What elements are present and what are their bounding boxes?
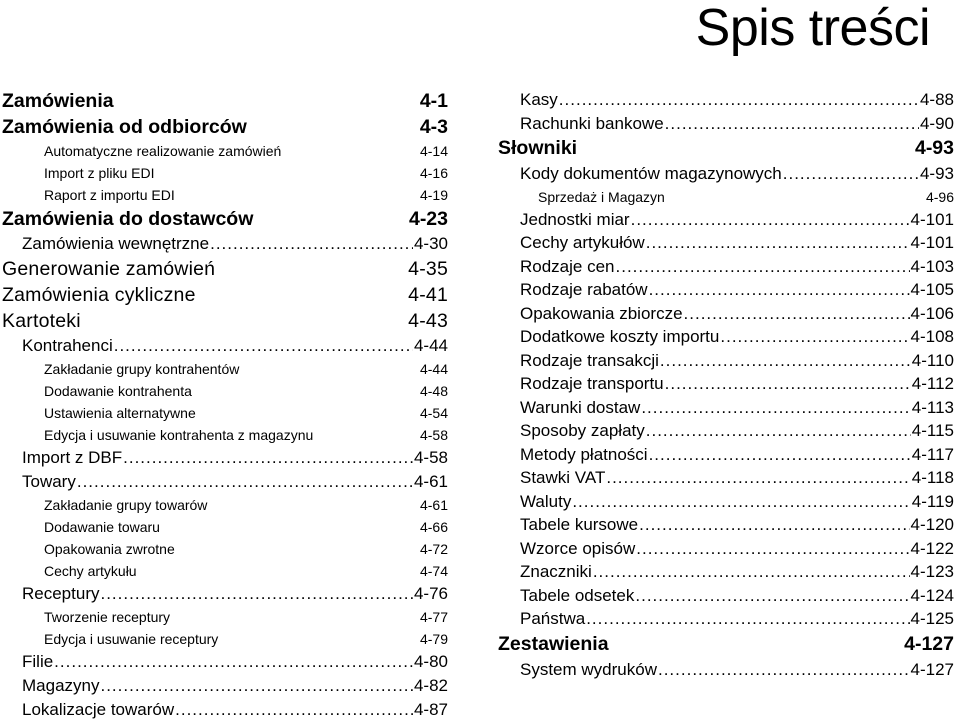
toc-entry-kody-dokumentow-magazynowych[interactable]: [498, 162, 954, 186]
dot-leader: [720, 325, 909, 349]
toc-entry-sprzedaz-i-magazyn[interactable]: [498, 186, 954, 208]
toc-entry-opakowania-zbiorcze[interactable]: [498, 302, 954, 326]
toc-entry-edycja-i-usuwanie-kontrahenta-z-magazynu[interactable]: [2, 424, 448, 446]
toc-entry-title: Lokalizacje towarów: [22, 700, 175, 719]
toc-page-number: 4-58: [419, 427, 448, 443]
toc-entry-zakladanie-grupy-towarow[interactable]: [2, 494, 448, 516]
toc-entry-system-wydrukow[interactable]: [498, 658, 954, 682]
toc-page-number: 4-101: [910, 209, 954, 229]
toc-entry-zamowienia-cykliczne[interactable]: [2, 282, 448, 308]
toc-entry-title: Dodatkowe koszty importu: [520, 327, 720, 346]
toc-page-number: 4-113: [911, 397, 954, 417]
toc-page-number: 4-93: [919, 164, 954, 183]
toc-page-number: 4-87: [413, 700, 448, 719]
toc-page-number: 4-105: [910, 280, 954, 299]
toc-page-number: 4-122: [910, 538, 954, 558]
toc-entry-ustawienia-alternatywne[interactable]: [2, 402, 448, 424]
toc-entry-rodzaje-cen[interactable]: [498, 255, 954, 279]
toc-page-number: 4-117: [911, 444, 954, 464]
toc-entry-znaczniki[interactable]: [498, 560, 954, 584]
toc-page-number: 4-1: [419, 90, 448, 112]
toc-entry-title: Kody dokumentów magazynowych: [520, 164, 782, 183]
dot-leader: [646, 419, 911, 443]
toc-entry-title: Zamówienia: [2, 90, 114, 112]
toc-entry-title: Rodzaje rabatów: [520, 280, 648, 299]
toc-page-number: 4-124: [910, 585, 954, 605]
dot-leader: [649, 443, 911, 467]
toc-page-number: 4-44: [419, 361, 448, 377]
toc-entry-title: Generowanie zamówień: [2, 258, 216, 280]
dot-leader: [586, 607, 909, 631]
toc-page-number: 4-127: [910, 659, 954, 679]
toc-entry-filie[interactable]: [2, 650, 448, 674]
dot-leader: [175, 698, 413, 722]
toc-page-number: 4-43: [408, 310, 448, 332]
toc-page-number: 4-61: [413, 472, 448, 491]
toc-entry-title: Waluty: [520, 491, 572, 511]
dot-leader: [665, 112, 919, 136]
toc-entry-title: Receptury: [22, 584, 100, 603]
toc-entry-title: Filie: [22, 652, 54, 671]
toc-entry-title: Wzorce opisów: [520, 538, 636, 558]
toc-page-number: 4-90: [919, 113, 954, 133]
dot-leader: [641, 396, 910, 420]
toc-entry-dodawanie-towaru[interactable]: [2, 516, 448, 538]
dot-leader: [684, 302, 910, 326]
toc-entry-title: Raport z importu EDI: [44, 187, 175, 203]
toc-entry-title: Sprzedaż i Magazyn: [538, 188, 665, 205]
toc-page-number: 4-72: [419, 541, 448, 557]
toc-entry-title: Tabele kursowe: [520, 515, 639, 534]
toc-entry-magazyny[interactable]: [2, 674, 448, 698]
toc-entry-generowanie-zamowien[interactable]: [2, 256, 448, 282]
toc-entry-title: Dodawanie kontrahenta: [44, 383, 192, 399]
toc-entry-wzorce-opisow[interactable]: [498, 537, 954, 561]
toc-page-number: 4-112: [911, 374, 954, 393]
toc-page-number: 4-74: [419, 563, 448, 579]
toc-page-number: 4-103: [910, 256, 954, 276]
toc-entry-waluty[interactable]: [498, 490, 954, 514]
dot-leader: [665, 372, 911, 396]
toc-entry-title: Zamówienia cykliczne: [2, 284, 196, 306]
toc-entry-title: Zamówienia od odbiorców: [2, 116, 247, 138]
toc-entry-dodawanie-kontrahenta[interactable]: [2, 380, 448, 402]
dot-leader: [658, 658, 910, 682]
toc-page-number: 4-23: [408, 208, 448, 230]
toc-left-column: [2, 88, 448, 722]
page-title: Spis treści: [695, 0, 930, 57]
toc-page-number: 4-115: [911, 421, 954, 440]
toc-page-number: 4-110: [911, 350, 954, 370]
dot-leader: [210, 232, 413, 256]
toc-entry-sposoby-zaplaty[interactable]: [498, 419, 954, 443]
toc-page-number: 4-82: [413, 676, 448, 695]
toc-entry-zamowienia-wewnetrzne[interactable]: [2, 232, 448, 256]
toc-entry-dodatkowe-koszty-importu[interactable]: [498, 325, 954, 349]
toc-entry-cechy-artykulu[interactable]: [2, 560, 448, 582]
dot-leader: [616, 255, 910, 279]
toc-entry-title: Zakładanie grupy kontrahentów: [44, 361, 240, 377]
toc-page-number: 4-127: [904, 632, 954, 655]
toc-entry-title: Rachunki bankowe: [520, 113, 664, 133]
toc-entry-title: Zestawienia: [498, 632, 609, 655]
toc-page-number: 4-79: [419, 631, 448, 647]
toc-entry-title: Cechy artykułu: [44, 563, 137, 579]
toc-entry-title: Znaczniki: [520, 562, 592, 581]
toc-entry-opakowania-zwrotne[interactable]: [2, 538, 448, 560]
dot-leader: [660, 349, 911, 373]
toc-entry-warunki-dostaw[interactable]: [498, 396, 954, 420]
toc-entry-zamowienia-do-dostawcow[interactable]: [2, 206, 448, 232]
dot-leader: [646, 231, 910, 255]
toc-entry-title: Dodawanie towaru: [44, 519, 160, 535]
toc-page-number: 4-88: [919, 90, 954, 109]
toc-entry-title: Sposoby zapłaty: [520, 421, 645, 440]
toc-page-number: 4-61: [419, 497, 448, 513]
toc-page-number: 4-3: [419, 116, 448, 138]
toc-entry-kartoteki[interactable]: [2, 308, 448, 334]
dot-leader: [631, 208, 910, 232]
toc-entry-title: Państwa: [520, 609, 586, 628]
toc-entry-title: Jednostki miar: [520, 209, 630, 229]
toc-entry-automatyczne-realizowanie-zamowien[interactable]: [2, 140, 448, 162]
toc-entry-tabele-kursowe[interactable]: [498, 513, 954, 537]
toc-page-number: 4-66: [419, 519, 448, 535]
toc-entry-title: Zakładanie grupy towarów: [44, 497, 208, 513]
toc-entry-title: Automatyczne realizowanie zamówień: [44, 143, 282, 159]
toc-page-number: 4-16: [419, 165, 448, 181]
toc-entry-receptury[interactable]: [2, 582, 448, 606]
toc-entry-zestawienia[interactable]: [498, 631, 954, 658]
toc-entry-title: Towary: [22, 472, 76, 491]
toc-entry-import-z-dbf[interactable]: [2, 446, 448, 470]
toc-page-number: 4-48: [419, 383, 448, 399]
dot-leader: [123, 446, 413, 470]
toc-entry-title: Kontrahenci: [22, 336, 113, 355]
toc-entry-title: Import z pliku EDI: [44, 165, 155, 181]
toc-entry-import-z-pliku-edi[interactable]: [2, 162, 448, 184]
toc-entry-title: Zamówienia wewnętrzne: [22, 234, 210, 253]
toc-page-number: 4-41: [408, 284, 448, 306]
dot-leader: [649, 278, 910, 302]
toc-page-number: 4-58: [413, 448, 448, 467]
toc-entry-towary[interactable]: [2, 470, 448, 494]
toc-entry-title: Stawki VAT: [520, 468, 606, 487]
toc-entry-title: Rodzaje transportu: [520, 374, 664, 393]
toc-entry-zakladanie-grupy-kontrahentow[interactable]: [2, 358, 448, 380]
toc-page-number: 4-54: [419, 405, 448, 421]
toc-page-number: 4-76: [413, 584, 448, 603]
toc-entry-title: Edycja i usuwanie kontrahenta z magazynu: [44, 427, 314, 443]
dot-leader: [606, 466, 910, 490]
toc-page-number: 4-106: [910, 303, 954, 323]
toc-entry-rodzaje-transportu[interactable]: [498, 372, 954, 396]
toc-entry-title: Kartoteki: [2, 310, 81, 332]
toc-page-number: 4-118: [911, 468, 954, 487]
dot-leader: [572, 490, 910, 514]
toc-entry-title: Opakowania zbiorcze: [520, 303, 683, 323]
toc-page-number: 4-77: [419, 609, 448, 625]
toc-entry-metody-platnosci[interactable]: [498, 443, 954, 467]
toc-entry-slowniki[interactable]: [498, 135, 954, 162]
toc-entry-title: Magazyny: [22, 676, 100, 695]
toc-page-number: 4-101: [910, 233, 954, 252]
toc-page-number: 4-35: [408, 258, 448, 280]
dot-leader: [639, 513, 909, 537]
toc-entry-title: Zamówienia do dostawców: [2, 208, 254, 230]
toc-entry-rodzaje-rabatow[interactable]: [498, 278, 954, 302]
dot-leader: [114, 334, 413, 358]
toc-entry-title: Kasy: [520, 90, 558, 109]
toc-page-number: 4-123: [910, 562, 954, 581]
toc-entry-edycja-i-usuwanie-receptury[interactable]: [2, 628, 448, 650]
toc-entry-zamowienia-od-odbiorcow[interactable]: [2, 114, 448, 140]
toc-page-number: 4-93: [914, 137, 954, 159]
toc-entry-panstwa[interactable]: [498, 607, 954, 631]
toc-page-number: 4-108: [910, 327, 954, 346]
toc-entry-jednostki-miar[interactable]: [498, 208, 954, 232]
toc-entry-title: Opakowania zwrotne: [44, 541, 175, 557]
toc-entry-raport-z-importu-edi[interactable]: [2, 184, 448, 206]
toc-entry-kontrahenci[interactable]: [2, 334, 448, 358]
dot-leader: [100, 582, 412, 606]
dot-leader: [54, 650, 413, 674]
toc-page-number: 4-119: [911, 491, 954, 511]
toc-page-number: 4-14: [419, 143, 448, 159]
toc-entry-rachunki-bankowe[interactable]: [498, 112, 954, 136]
dot-leader: [593, 560, 910, 584]
toc-entry-title: Warunki dostaw: [520, 397, 641, 417]
toc-entry-title: Rodzaje cen: [520, 256, 615, 276]
toc-entry-title: Tabele odsetek: [520, 585, 635, 605]
toc-entry-title: Edycja i usuwanie receptury: [44, 631, 219, 647]
toc-entry-title: Metody płatności: [520, 444, 648, 464]
toc-right-column: [498, 88, 954, 681]
toc-entry-cechy-artykulow[interactable]: [498, 231, 954, 255]
toc-entry-tworzenie-receptury[interactable]: [2, 606, 448, 628]
toc-entry-kasy[interactable]: [498, 88, 954, 112]
toc-page-number: 4-80: [413, 652, 448, 671]
toc-entry-lokalizacje-towarow[interactable]: [2, 698, 448, 722]
toc-entry-title: Cechy artykułów: [520, 233, 645, 252]
toc-page-number: 4-44: [413, 336, 448, 355]
dot-leader: [783, 162, 919, 186]
toc-entry-title: Rodzaje transakcji: [520, 350, 659, 370]
toc-page-number: 4-120: [910, 515, 954, 534]
toc-entry-tabele-odsetek[interactable]: [498, 584, 954, 608]
toc-page-number: 4-125: [910, 609, 954, 628]
dot-leader: [100, 674, 412, 698]
toc-page-number: 4-96: [925, 188, 954, 205]
toc-entry-title: System wydruków: [520, 659, 657, 679]
toc-entry-stawki-vat[interactable]: [498, 466, 954, 490]
toc-page-number: 4-19: [419, 187, 448, 203]
dot-leader: [636, 537, 909, 561]
toc-page-number: 4-30: [413, 234, 448, 253]
toc-entry-rodzaje-transakcji[interactable]: [498, 349, 954, 373]
toc-entry-zamowienia[interactable]: [2, 88, 448, 114]
dot-leader: [559, 88, 919, 112]
dot-leader: [635, 584, 909, 608]
toc-entry-title: Tworzenie receptury: [44, 609, 171, 625]
toc-entry-title: Import z DBF: [22, 448, 123, 467]
toc-entry-title: Słowniki: [498, 137, 578, 159]
toc-entry-title: Ustawienia alternatywne: [44, 405, 196, 421]
dot-leader: [77, 470, 413, 494]
